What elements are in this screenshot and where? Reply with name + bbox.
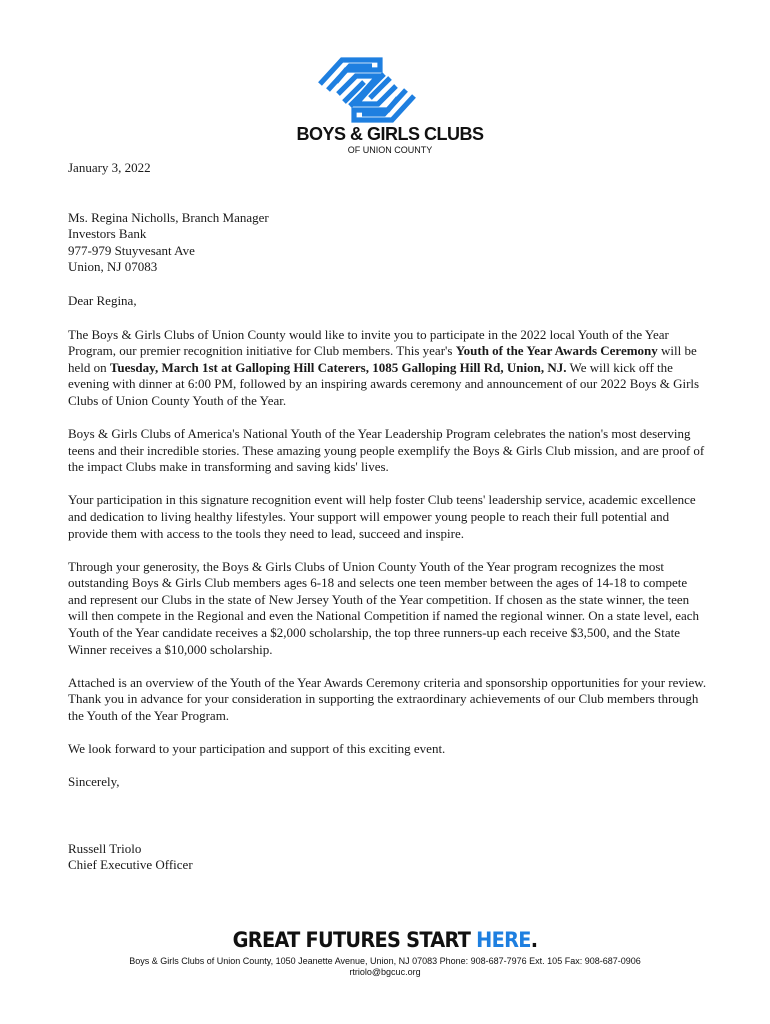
p1-event-name: Youth of the Year Awards Ceremony [455, 343, 658, 359]
p1-text-1: The Boys & Girls Clubs of Union County would like to invite you to participate in the 2022 local Youth of the Year Program, our premier recognition initiative for Club members. This year's [68, 326, 669, 359]
closing: Sincerely, [68, 774, 120, 790]
recipient-name-title: Ms. Regina Nicholls, Branch Manager [68, 209, 269, 225]
bgc-logo-icon [314, 50, 420, 130]
recipient-city: Union, NJ 07083 [68, 259, 158, 275]
slogan-accent: HERE [476, 928, 531, 952]
letter-body [68, 160, 708, 874]
signer-title: Chief Executive Officer [68, 857, 193, 873]
signer-name: Russell Triolo [68, 840, 142, 856]
letter-date: January 3, 2022 [68, 160, 151, 175]
paragraph-program: Boys & Girls Clubs of America's National Youth of the Year Leadership Program celebrates the nation's most deserving teens and their incredible stories. These amazing young people exemplify the Boys & Girls Club mission, and are proof of the impact Clubs make in transforming and saving kids' lives. [68, 426, 705, 475]
recipient-street: 977-979 Stuyvesant Ave [68, 242, 195, 258]
paragraph-invitation [68, 327, 708, 410]
recipient-address [68, 210, 708, 276]
paragraph-generosity: Through your generosity, the Boys & Girls Clubs of Union County Youth of the Year program recognizes the most outstanding Boys & Girls Club members ages 6-18 and selects one teen member between the ages of 14-18 to compete and represent our Clubs in the state of New Jersey Youth of the Year competition. If chosen as the state winner, the teen will then compete in the Regional and even the National Competition if named the regional winner. On a state level, each Youth of the Year candidate receives a $2,000 scholarship, the top three runners-up each receive $3,500, and the State Winner receives a $10,000 scholarship. [68, 558, 700, 657]
p1-text-3: We will kick off the evening with dinner at 6:00 PM, followed by an inspiring awards ceremony and announcement of our 2022 Boys & Girls Clubs of Union County Youth of the Year. [68, 359, 700, 408]
paragraph-attached: Attached is an overview of the Youth of the Year Awards Ceremony criteria and sponsorship opportunities for your review. Thank you in advance for your consideration in supporting the extraordinary achievements of our Club members through the Youth of the Year Program. [68, 674, 707, 723]
recipient-company: Investors Bank [68, 226, 147, 242]
org-subtitle: OF UNION COUNTY [347, 145, 433, 155]
slogan-end: . [530, 928, 538, 952]
paragraph-closing-remark: We look forward to your participation and support of this exciting event. [68, 740, 446, 756]
footer-address: Boys & Girls Clubs of Union County, 1050 Jeanette Avenue, Union, NJ 07083 Phone: 908-687-7976 Ext. 105 Fax: 908-687-0906 [129, 956, 641, 966]
p1-text-2: will be held on [68, 343, 697, 375]
salutation: Dear Regina, [68, 292, 137, 308]
org-name: BOYS & GIRLS CLUBS [296, 124, 484, 144]
paragraph-participation: Your participation in this signature recognition event will help foster Club teens' leadership service, academic excellence and dedication to living healthy lifestyles. Your support will empower young people to reach their full potential and provide them with access to the tools they need to lead, succeed and inspire. [68, 492, 696, 541]
slogan-main: GREAT FUTURES START [232, 928, 477, 952]
slogan [31, 928, 739, 952]
footer-email: rtriolo@bgcuc.org [349, 967, 421, 977]
p1-event-details: Tuesday, March 1st at Galloping Hill Caterers, 1085 Galloping Hill Rd, Union, NJ. [109, 359, 567, 375]
